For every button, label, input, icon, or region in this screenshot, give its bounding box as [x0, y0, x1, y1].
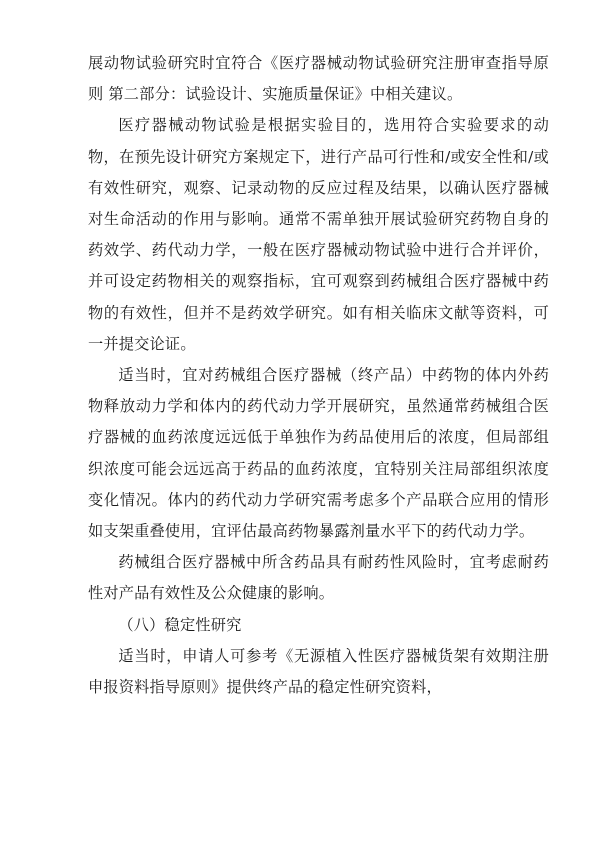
document-body: [88, 48, 549, 703]
paragraph: 展动物试验研究时宜符合《医疗器械动物试验研究注册审查指导原则 第二部分：试验设计、实施质量保证》中相关建议。: [88, 54, 549, 104]
section-heading: （八）稳定性研究: [118, 615, 242, 634]
paragraph: 医疗器械动物试验是根据实验目的，选用符合实验要求的动物，在预先设计研究方案规定下，进行产品可行性和/或安全性和/或有效性研究，观察、记录动物的反应过程及结果，以确认医疗器械对生命活动的作用与影响。通常不需单独开展试验研究药物自身的药效学、药代动力学，一般在医疗器械动物试验中进行合并评价，并可设定药物相关的观察指标，宜可观察到药械组合医疗器械中药物的有效性，但并不是药效学研究。如有相关临床文献等资料，可一并提交论证。: [88, 116, 549, 353]
paragraph: 药械组合医疗器械中所含药品具有耐药性风险时，宜考虑耐药性对产品有效性及公众健康的影响。: [88, 553, 549, 603]
paragraph: 适当时，宜对药械组合医疗器械（终产品）中药物的体内外药物释放动力学和体内的药代动力学开展研究，虽然通常药械组合医疗器械的血药浓度远远低于单独作为药品使用后的浓度，但局部组织浓度可能会远远高于药品的血药浓度，宜特别关注局部组织浓度变化情况。体内的药代动力学研究需考虑多个产品联合应用的情形如支架重叠使用，宜评估最高药物暴露剂量水平下的药代动力学。: [88, 366, 549, 541]
paragraph: 适当时，申请人可参考《无源植入性医疗器械货架有效期注册申报资料指导原则》提供终产品的稳定性研究资料，: [88, 646, 549, 697]
